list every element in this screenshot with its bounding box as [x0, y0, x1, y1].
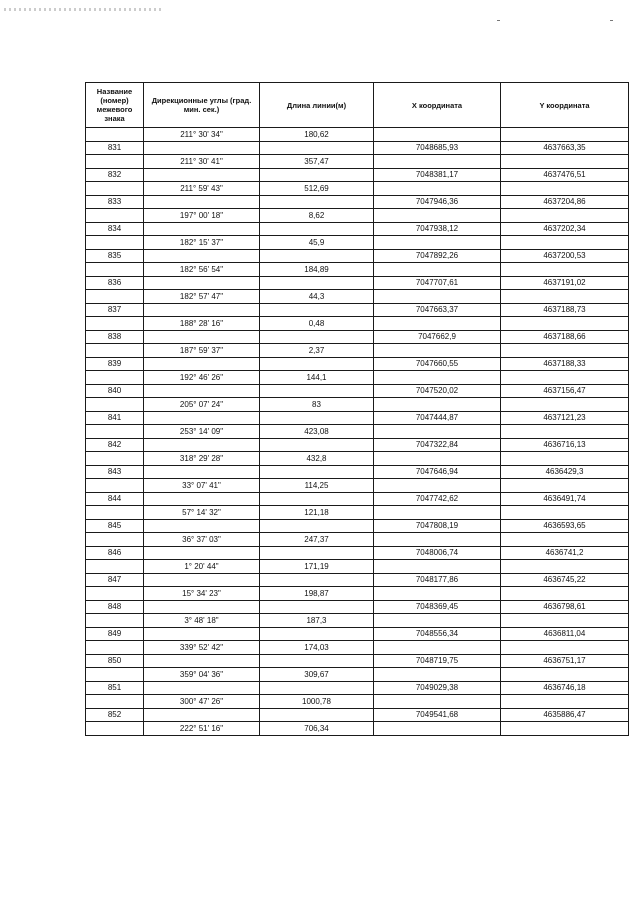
empty-cell	[144, 141, 260, 155]
angle-cell: 3° 48' 18"	[144, 614, 260, 628]
length-cell: 247,37	[260, 533, 374, 547]
empty-cell	[501, 155, 629, 169]
table-row	[86, 290, 629, 304]
table-row	[86, 303, 629, 317]
x-coordinate-cell: 7049541,68	[374, 708, 501, 722]
empty-cell	[86, 209, 144, 223]
empty-cell	[374, 182, 501, 196]
x-coordinate-cell: 7047742,62	[374, 492, 501, 506]
y-coordinate-cell: 4636429,3	[501, 465, 629, 479]
table-row	[86, 479, 629, 493]
table-row	[86, 708, 629, 722]
table-row	[86, 182, 629, 196]
angle-cell: 182° 56' 54"	[144, 263, 260, 277]
empty-cell	[260, 627, 374, 641]
empty-cell	[501, 587, 629, 601]
table-row	[86, 506, 629, 520]
y-coordinate-cell: 4636745,22	[501, 573, 629, 587]
length-cell: 171,19	[260, 560, 374, 574]
table-row	[86, 695, 629, 709]
table-row	[86, 344, 629, 358]
empty-cell	[374, 425, 501, 439]
scan-artifact	[497, 20, 500, 21]
table-row	[86, 195, 629, 209]
empty-cell	[260, 249, 374, 263]
y-coordinate-cell: 4637663,35	[501, 141, 629, 155]
x-coordinate-cell: 7047444,87	[374, 411, 501, 425]
empty-cell	[260, 573, 374, 587]
angle-cell: 300° 47' 26"	[144, 695, 260, 709]
empty-cell	[501, 722, 629, 736]
y-coordinate-cell: 4637121,23	[501, 411, 629, 425]
empty-cell	[374, 560, 501, 574]
angle-cell: 222° 51' 16"	[144, 722, 260, 736]
angle-cell: 188° 28' 16"	[144, 317, 260, 331]
empty-cell	[501, 236, 629, 250]
empty-cell	[86, 614, 144, 628]
point-name-cell: 852	[86, 708, 144, 722]
length-cell: 8,62	[260, 209, 374, 223]
empty-cell	[86, 479, 144, 493]
empty-cell	[86, 560, 144, 574]
angle-cell: 187° 59' 37"	[144, 344, 260, 358]
y-coordinate-cell: 4636593,65	[501, 519, 629, 533]
empty-cell	[86, 506, 144, 520]
empty-cell	[501, 533, 629, 547]
empty-cell	[86, 128, 144, 142]
empty-cell	[144, 654, 260, 668]
empty-cell	[86, 398, 144, 412]
length-cell: 706,34	[260, 722, 374, 736]
empty-cell	[86, 155, 144, 169]
length-cell: 309,67	[260, 668, 374, 682]
empty-cell	[501, 479, 629, 493]
empty-cell	[374, 533, 501, 547]
empty-cell	[501, 398, 629, 412]
empty-cell	[86, 668, 144, 682]
x-coordinate-cell: 7047662,9	[374, 330, 501, 344]
point-name-cell: 839	[86, 357, 144, 371]
empty-cell	[144, 600, 260, 614]
empty-cell	[260, 465, 374, 479]
empty-cell	[260, 168, 374, 182]
empty-cell	[144, 438, 260, 452]
length-cell: 174,03	[260, 641, 374, 655]
angle-cell: 36° 37' 03"	[144, 533, 260, 547]
empty-cell	[144, 249, 260, 263]
empty-cell	[501, 614, 629, 628]
point-name-cell: 838	[86, 330, 144, 344]
length-cell: 45,9	[260, 236, 374, 250]
header-point-name: Название (номер) межевого знака	[86, 83, 144, 128]
x-coordinate-cell: 7048381,17	[374, 168, 501, 182]
length-cell: 2,37	[260, 344, 374, 358]
empty-cell	[144, 195, 260, 209]
point-name-cell: 849	[86, 627, 144, 641]
length-cell: 0,48	[260, 317, 374, 331]
empty-cell	[144, 681, 260, 695]
header-angles: Дирекционные углы (град. мин. сек.)	[144, 83, 260, 128]
x-coordinate-cell: 7047663,37	[374, 303, 501, 317]
angle-cell: 318° 29' 28"	[144, 452, 260, 466]
empty-cell	[374, 236, 501, 250]
point-name-cell: 850	[86, 654, 144, 668]
y-coordinate-cell: 4637188,66	[501, 330, 629, 344]
x-coordinate-cell: 7047946,36	[374, 195, 501, 209]
point-name-cell: 851	[86, 681, 144, 695]
table-row	[86, 357, 629, 371]
empty-cell	[144, 222, 260, 236]
table-row	[86, 398, 629, 412]
table-row	[86, 425, 629, 439]
empty-cell	[86, 317, 144, 331]
empty-cell	[144, 573, 260, 587]
empty-cell	[144, 492, 260, 506]
empty-cell	[374, 506, 501, 520]
angle-cell: 192° 46' 26"	[144, 371, 260, 385]
scan-artifact	[4, 8, 164, 11]
empty-cell	[260, 222, 374, 236]
angle-cell: 211° 30' 34"	[144, 128, 260, 142]
table-row	[86, 209, 629, 223]
empty-cell	[501, 263, 629, 277]
y-coordinate-cell: 4637188,33	[501, 357, 629, 371]
table-row	[86, 263, 629, 277]
angle-cell: 253° 14' 09"	[144, 425, 260, 439]
length-cell: 432,8	[260, 452, 374, 466]
point-name-cell: 840	[86, 384, 144, 398]
empty-cell	[86, 425, 144, 439]
table-row	[86, 600, 629, 614]
y-coordinate-cell: 4636741,2	[501, 546, 629, 560]
empty-cell	[501, 209, 629, 223]
y-coordinate-cell: 4637156,47	[501, 384, 629, 398]
y-coordinate-cell: 4637204,86	[501, 195, 629, 209]
empty-cell	[260, 492, 374, 506]
table-row	[86, 546, 629, 560]
angle-cell: 339° 52' 42"	[144, 641, 260, 655]
empty-cell	[86, 452, 144, 466]
table-row	[86, 222, 629, 236]
empty-cell	[501, 452, 629, 466]
table-row	[86, 236, 629, 250]
empty-cell	[260, 411, 374, 425]
empty-cell	[501, 371, 629, 385]
point-name-cell: 844	[86, 492, 144, 506]
table-row	[86, 330, 629, 344]
empty-cell	[260, 546, 374, 560]
empty-cell	[501, 695, 629, 709]
point-name-cell: 842	[86, 438, 144, 452]
empty-cell	[374, 155, 501, 169]
table-row	[86, 168, 629, 182]
empty-cell	[501, 317, 629, 331]
empty-cell	[260, 654, 374, 668]
x-coordinate-cell: 7047646,94	[374, 465, 501, 479]
y-coordinate-cell: 4636751,17	[501, 654, 629, 668]
empty-cell	[144, 330, 260, 344]
point-name-cell: 834	[86, 222, 144, 236]
empty-cell	[86, 182, 144, 196]
length-cell: 180,62	[260, 128, 374, 142]
length-cell: 83	[260, 398, 374, 412]
length-cell: 114,25	[260, 479, 374, 493]
empty-cell	[501, 128, 629, 142]
empty-cell	[144, 384, 260, 398]
x-coordinate-cell: 7047520,02	[374, 384, 501, 398]
point-name-cell: 848	[86, 600, 144, 614]
x-coordinate-cell: 7047660,55	[374, 357, 501, 371]
x-coordinate-cell: 7048719,75	[374, 654, 501, 668]
empty-cell	[501, 290, 629, 304]
table-row	[86, 533, 629, 547]
scan-artifact	[610, 20, 613, 21]
boundary-coordinates-table	[85, 82, 629, 736]
table-row	[86, 654, 629, 668]
empty-cell	[144, 303, 260, 317]
empty-cell	[501, 641, 629, 655]
table-row	[86, 128, 629, 142]
table-row	[86, 411, 629, 425]
empty-cell	[144, 411, 260, 425]
empty-cell	[374, 479, 501, 493]
empty-cell	[86, 641, 144, 655]
table-row	[86, 249, 629, 263]
empty-cell	[374, 290, 501, 304]
table-row	[86, 317, 629, 331]
x-coordinate-cell: 7047707,61	[374, 276, 501, 290]
angle-cell: 211° 30' 41"	[144, 155, 260, 169]
empty-cell	[86, 533, 144, 547]
y-coordinate-cell: 4637202,34	[501, 222, 629, 236]
empty-cell	[374, 614, 501, 628]
empty-cell	[86, 371, 144, 385]
angle-cell: 15° 34' 23"	[144, 587, 260, 601]
table-row	[86, 384, 629, 398]
x-coordinate-cell: 7047322,84	[374, 438, 501, 452]
table-row	[86, 587, 629, 601]
length-cell: 1000,78	[260, 695, 374, 709]
header-x: X координата	[374, 83, 501, 128]
header-y: Y координата	[501, 83, 629, 128]
empty-cell	[86, 587, 144, 601]
table-row	[86, 452, 629, 466]
length-cell: 121,18	[260, 506, 374, 520]
x-coordinate-cell: 7048556,34	[374, 627, 501, 641]
y-coordinate-cell: 4636491,74	[501, 492, 629, 506]
point-name-cell: 843	[86, 465, 144, 479]
length-cell: 187,3	[260, 614, 374, 628]
x-coordinate-cell: 7048685,93	[374, 141, 501, 155]
empty-cell	[374, 722, 501, 736]
x-coordinate-cell: 7047938,12	[374, 222, 501, 236]
point-name-cell: 832	[86, 168, 144, 182]
table-header-row	[86, 83, 629, 128]
empty-cell	[374, 398, 501, 412]
table-row	[86, 371, 629, 385]
empty-cell	[260, 600, 374, 614]
header-length: Длина линии(м)	[260, 83, 374, 128]
empty-cell	[86, 695, 144, 709]
empty-cell	[260, 357, 374, 371]
x-coordinate-cell: 7047892,26	[374, 249, 501, 263]
y-coordinate-cell: 4636811,04	[501, 627, 629, 641]
table-row	[86, 641, 629, 655]
x-coordinate-cell: 7049029,38	[374, 681, 501, 695]
empty-cell	[144, 465, 260, 479]
table-row	[86, 155, 629, 169]
empty-cell	[260, 519, 374, 533]
empty-cell	[374, 371, 501, 385]
length-cell: 198,87	[260, 587, 374, 601]
empty-cell	[374, 587, 501, 601]
empty-cell	[501, 668, 629, 682]
angle-cell: 182° 57' 47"	[144, 290, 260, 304]
table-row	[86, 614, 629, 628]
empty-cell	[374, 641, 501, 655]
length-cell: 144,1	[260, 371, 374, 385]
angle-cell: 57° 14' 32"	[144, 506, 260, 520]
empty-cell	[260, 303, 374, 317]
empty-cell	[260, 681, 374, 695]
length-cell: 184,89	[260, 263, 374, 277]
y-coordinate-cell: 4637476,51	[501, 168, 629, 182]
angle-cell: 205° 07' 24"	[144, 398, 260, 412]
empty-cell	[86, 290, 144, 304]
empty-cell	[374, 263, 501, 277]
empty-cell	[86, 263, 144, 277]
angle-cell: 33° 07' 41"	[144, 479, 260, 493]
point-name-cell: 847	[86, 573, 144, 587]
empty-cell	[374, 317, 501, 331]
empty-cell	[374, 695, 501, 709]
empty-cell	[144, 168, 260, 182]
empty-cell	[144, 546, 260, 560]
empty-cell	[374, 209, 501, 223]
table-row	[86, 492, 629, 506]
empty-cell	[374, 128, 501, 142]
empty-cell	[501, 506, 629, 520]
angle-cell: 1° 20' 44"	[144, 560, 260, 574]
point-name-cell: 837	[86, 303, 144, 317]
empty-cell	[144, 519, 260, 533]
y-coordinate-cell: 4637188,73	[501, 303, 629, 317]
empty-cell	[260, 276, 374, 290]
y-coordinate-cell: 4636716,13	[501, 438, 629, 452]
empty-cell	[86, 236, 144, 250]
x-coordinate-cell: 7048369,45	[374, 600, 501, 614]
point-name-cell: 835	[86, 249, 144, 263]
point-name-cell: 831	[86, 141, 144, 155]
angle-cell: 182° 15' 37"	[144, 236, 260, 250]
empty-cell	[144, 276, 260, 290]
y-coordinate-cell: 4637191,02	[501, 276, 629, 290]
table-row	[86, 276, 629, 290]
empty-cell	[86, 344, 144, 358]
empty-cell	[86, 722, 144, 736]
point-name-cell: 846	[86, 546, 144, 560]
empty-cell	[260, 438, 374, 452]
x-coordinate-cell: 7048006,74	[374, 546, 501, 560]
y-coordinate-cell: 4637200,53	[501, 249, 629, 263]
point-name-cell: 841	[86, 411, 144, 425]
point-name-cell: 845	[86, 519, 144, 533]
length-cell: 512,69	[260, 182, 374, 196]
empty-cell	[501, 344, 629, 358]
empty-cell	[144, 627, 260, 641]
table-row	[86, 722, 629, 736]
angle-cell: 197° 00' 18"	[144, 209, 260, 223]
angle-cell: 211° 59' 43"	[144, 182, 260, 196]
table-row	[86, 681, 629, 695]
empty-cell	[260, 141, 374, 155]
table-row	[86, 560, 629, 574]
length-cell: 44,3	[260, 290, 374, 304]
empty-cell	[260, 708, 374, 722]
empty-cell	[144, 708, 260, 722]
table-row	[86, 573, 629, 587]
empty-cell	[501, 425, 629, 439]
empty-cell	[374, 668, 501, 682]
empty-cell	[260, 384, 374, 398]
y-coordinate-cell: 4636746,18	[501, 681, 629, 695]
empty-cell	[501, 182, 629, 196]
x-coordinate-cell: 7048177,86	[374, 573, 501, 587]
table-row	[86, 465, 629, 479]
table-row	[86, 519, 629, 533]
table-row	[86, 141, 629, 155]
y-coordinate-cell: 4635886,47	[501, 708, 629, 722]
length-cell: 423,08	[260, 425, 374, 439]
table-row	[86, 668, 629, 682]
table-row	[86, 627, 629, 641]
x-coordinate-cell: 7047808,19	[374, 519, 501, 533]
table-row	[86, 438, 629, 452]
point-name-cell: 836	[86, 276, 144, 290]
length-cell: 357,47	[260, 155, 374, 169]
empty-cell	[144, 357, 260, 371]
y-coordinate-cell: 4636798,61	[501, 600, 629, 614]
empty-cell	[374, 452, 501, 466]
point-name-cell: 833	[86, 195, 144, 209]
empty-cell	[501, 560, 629, 574]
angle-cell: 359° 04' 36"	[144, 668, 260, 682]
empty-cell	[260, 330, 374, 344]
empty-cell	[260, 195, 374, 209]
empty-cell	[374, 344, 501, 358]
